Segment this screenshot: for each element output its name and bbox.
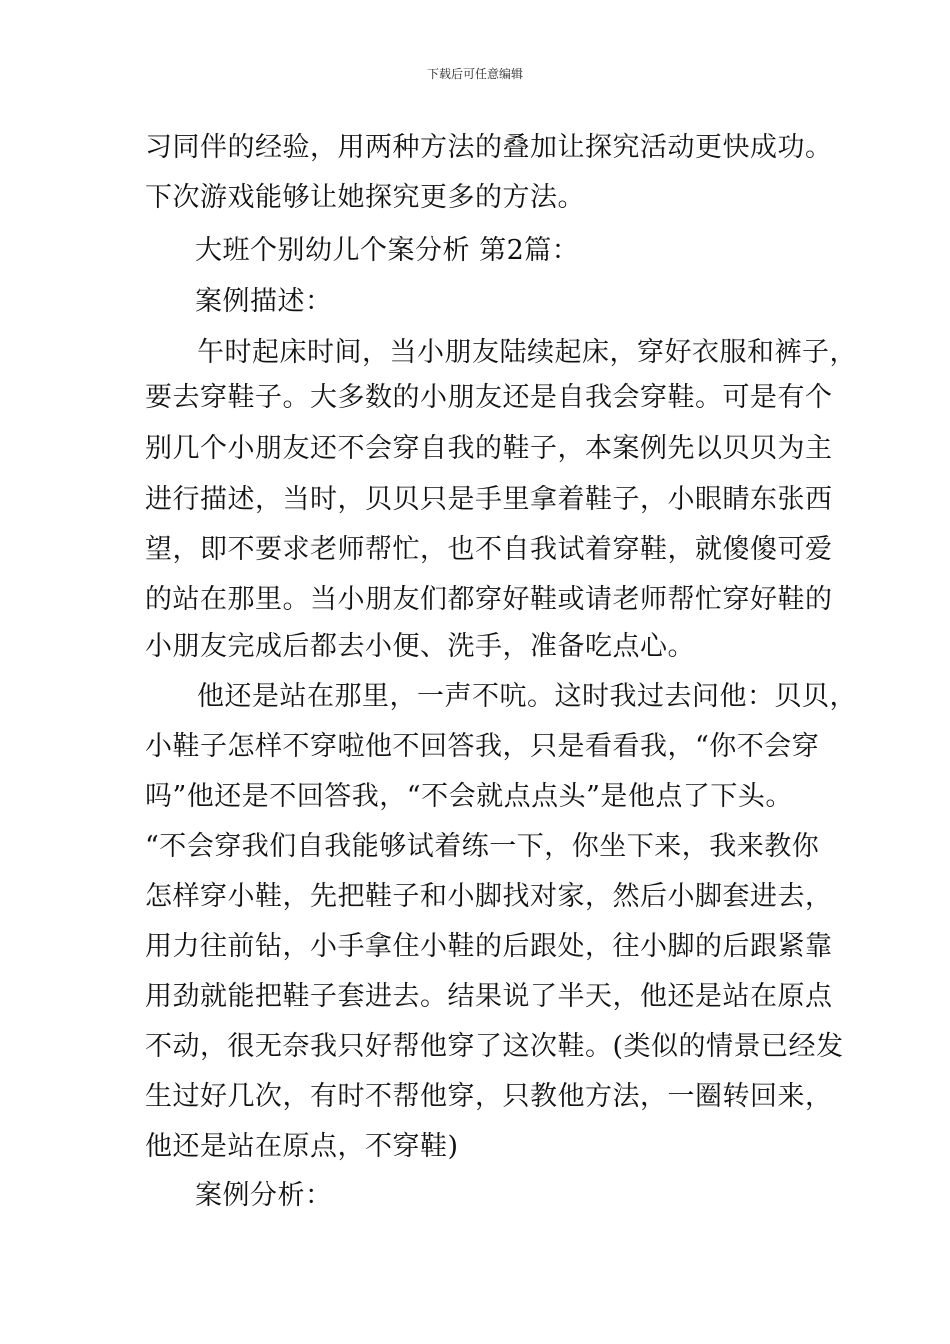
- body-line: 小鞋子怎样不穿啦他不回答我，只是看看我，“你不会穿: [145, 731, 820, 762]
- body-line: 用劲就能把鞋子套进去。结果说了半天，他还是站在原点: [145, 981, 833, 1012]
- page-header: 下载后可任意编辑: [426, 67, 523, 81]
- section-title: 大班个别幼儿个案分析 第2篇：: [195, 235, 580, 266]
- body-line: 下次游戏能够让她探究更多的方法。: [145, 182, 585, 213]
- subsection-heading: 案例描述：: [195, 286, 333, 317]
- body-line: 他还是站在原点，不穿鞋): [145, 1131, 459, 1162]
- body-line: 怎样穿小鞋，先把鞋子和小脚找对家，然后小脚套进去，: [145, 881, 833, 912]
- body-line: 吗”他还是不回答我，“不会就点点头”是他点了下头。: [145, 781, 793, 812]
- body-line: 午时起床时间，当小朋友陆续起床，穿好衣服和裤子，: [197, 337, 857, 368]
- body-line: 不动，很无奈我只好帮他穿了这次鞋。(类似的情景已经发: [145, 1031, 844, 1062]
- body-line: 用力往前钻，小手拿住小鞋的后跟处，往小脚的后跟紧靠: [145, 931, 833, 962]
- body-line: 望，即不要求老师帮忙，也不自我试着穿鞋，就傻傻可爱: [145, 534, 833, 565]
- body-line: 进行描述，当时，贝贝只是手里拿着鞋子，小眼睛东张西: [145, 484, 833, 515]
- body-line: 要去穿鞋子。大多数的小朋友还是自我会穿鞋。可是有个: [145, 382, 833, 413]
- body-line: “不会穿我们自我能够试着练一下，你坐下来，我来教你: [145, 831, 820, 862]
- body-line: 他还是站在那里，一声不吭。这时我过去问他：贝贝，: [197, 681, 857, 712]
- body-line: 的站在那里。当小朋友们都穿好鞋或请老师帮忙穿好鞋的: [145, 584, 833, 615]
- body-line: 生过好几次，有时不帮他穿，只教他方法，一圈转回来，: [145, 1081, 833, 1112]
- body-line: 习同伴的经验，用两种方法的叠加让探究活动更快成功。: [145, 132, 833, 163]
- body-line: 小朋友完成后都去小便、洗手，准备吃点心。: [145, 631, 695, 662]
- body-line: 别几个小朋友还不会穿自我的鞋子，本案例先以贝贝为主: [145, 433, 833, 464]
- subsection-heading: 案例分析：: [195, 1180, 333, 1211]
